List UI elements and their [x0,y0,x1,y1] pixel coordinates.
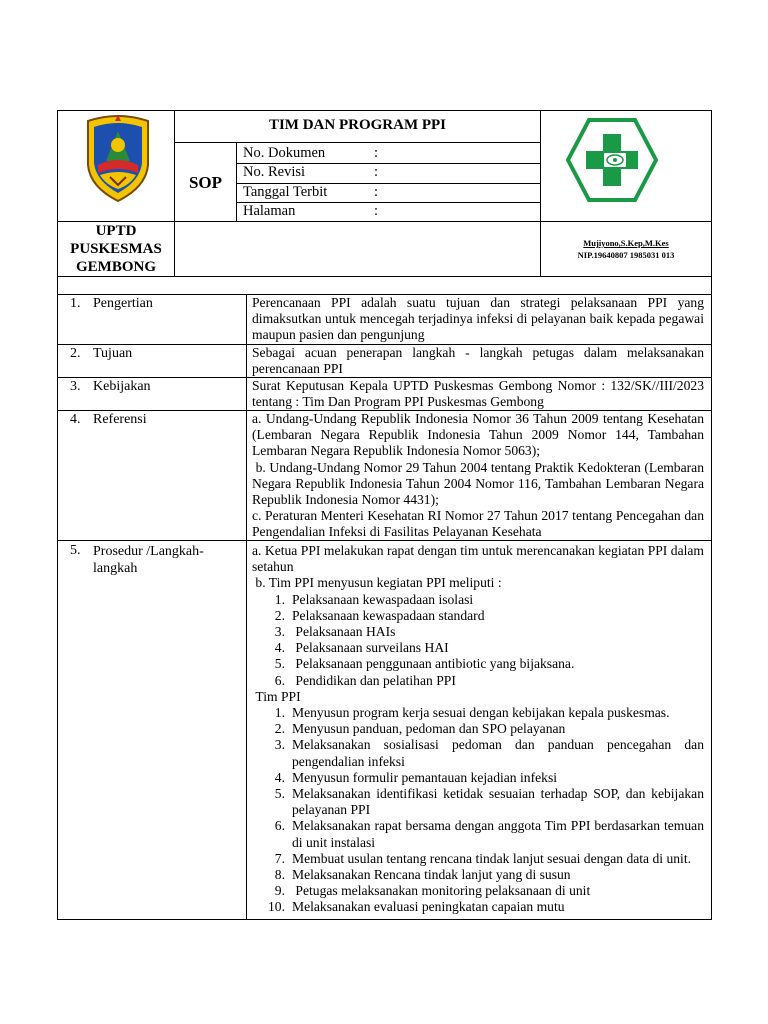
referensi-item-a: a. Undang-Undang Republik Indonesia Nomor 36 Tahun 2009 tentang Kesehatan (Lembaran Negara Republik Indonesia Tahun 2009 Nomor 144, Tambahan Lembaran Negara Republik Indonesia Nomor 5063); [252,411,704,459]
row-number: 1. [70,296,81,311]
meta-row-tanggal [243,184,533,201]
org-line-2: PUSKESMAS [70,241,162,257]
row-title: Kebijakan [93,379,151,394]
list-item: 6. Pendidikan dan pelatihan PPI [274,672,456,688]
prosedur-item-b: b. Tim PPI menyusun kegiatan PPI meliputi : [252,575,502,591]
tim-ppi-heading: Tim PPI [252,688,301,704]
meta-separator: : [374,145,379,161]
meta-row-halaman [243,203,533,220]
meta-separator: : [374,184,379,200]
list-item: 4. Pelaksanaan surveilans HAI [274,640,449,656]
kegiatan-list [262,592,704,689]
row-label-kebijakan [70,379,240,395]
list-item: 6. Melaksanakan rapat bersama dengan anggota Tim PPI berdasarkan temuan di unit instalasi [274,818,704,850]
meta-separator: : [374,203,379,219]
row-label-pengertian [70,296,240,312]
list-item: 3. Pelaksanaan HAIs [274,624,396,640]
list-item: 7. Membuat usulan tentang rencana tindak lanjut sesuai dengan data di unit. [274,850,692,866]
list-item: 2. Pelaksanaan kewaspadaan standard [274,607,485,623]
meta-row-dokumen [243,145,533,162]
list-item: 3. Melaksanakan sosialisasi pedoman dan panduan pencegahan dan pengendalian infeksi [274,737,704,769]
referensi-item-c: c. Peraturan Menteri Kesehatan RI Nomor 27 Tahun 2017 tentang Pencegahan dan Pengendalian Infeksi di Fasilitas Pelayanan Kesehata [252,508,704,540]
signature-block [541,237,711,261]
list-item: 5. Pelaksanaan penggunaan antibiotic yang bijaksana. [274,656,575,672]
list-item: 2. Menyusun panduan, pedoman dan SPO pelayanan [274,721,566,737]
list-item: 5. Melaksanakan identifikasi ketidak sesuaian terhadap SOP, dan kebijakan pelayanan PPI [274,786,704,818]
org-line-3: GEMBONG [75,259,156,275]
signer-name: Mujiyono,S.Kep,M.Kes [583,238,669,248]
row-number: 4. [70,412,81,427]
tim-ppi-list [262,705,704,916]
row-label-tujuan [70,346,240,362]
meta-separator: : [374,164,379,180]
row-number: 5. [70,543,81,558]
meta-label: Halaman [243,203,296,219]
row-title: Prosedur /Langkah-langkah [93,544,204,576]
row-label-prosedur [70,543,240,576]
meta-row-revisi [243,164,533,181]
meta-label: No. Dokumen [243,145,326,161]
row-number: 3. [70,379,81,394]
meta-label: Tanggal Terbit [243,184,328,200]
row-label-referensi [70,412,240,428]
signer-nip: NIP.19640807 1985031 013 [577,250,675,260]
row-content-pengertian: Perencanaan PPI adalah suatu tujuan dan strategi pelaksanaan PPI yang dimaksutkan untuk mencegah terjadinya infeksi di pelayanan baik kepada pegawai maupun pasien dan pengunjung [252,295,704,343]
document-title: TIM DAN PROGRAM PPI [268,117,447,133]
puskesmas-cross-icon [566,117,658,203]
list-item: 9. Petugas melaksanakan monitoring pelaksanaan di unit [274,883,591,899]
row-content-prosedur [252,543,704,916]
list-item: 4. Menyusun formulir pemantauan kejadian infeksi [274,769,558,785]
puskesmas-logo [566,117,658,203]
referensi-item-b: b. Undang-Undang Nomor 29 Tahun 2004 tentang Praktik Kedokteran (Lembaran Negara Republik Indonesia Tahun 2004 Nomor 116, Tambahan Lembaran Negara Republik Indonesia Nomor 4431); [252,459,708,508]
org-line-1: UPTD [95,223,137,239]
row-content-kebijakan: Surat Keputusan Kepala UPTD Puskesmas Gembong Nomor : 132/SK//III/2023 tentang : Tim Dan Program PPI Puskesmas Gembong [252,378,704,410]
regency-crest-icon [80,113,156,203]
organization-name [58,222,174,276]
row-content-referensi [252,411,708,541]
meta-label: No. Revisi [243,164,306,180]
row-content-tujuan: Sebagai acuan penerapan langkah - langkah petugas dalam melaksanakan perencanaan PPI [252,345,704,377]
list-item: 10. Melaksanakan evaluasi peningkatan capaian mutu [268,899,565,915]
sop-label: SOP [188,173,223,192]
row-title: Tujuan [93,346,133,361]
list-item: 8. Melaksanakan Rencana tindak lanjut yang di susun [274,867,571,883]
list-item: 1. Menyusun program kerja sesuai dengan kebijakan kepala puskesmas. [274,705,670,721]
row-number: 2. [70,346,81,361]
prosedur-item-a: a. Ketua PPI melakukan rapat dengan tim untuk merencanakan kegiatan PPI dalam setahun [252,543,704,575]
row-title: Pengertian [93,296,153,311]
regency-logo [80,113,156,203]
row-title: Referensi [93,412,147,427]
list-item: 1. Pelaksanaan kewaspadaan isolasi [274,591,474,607]
